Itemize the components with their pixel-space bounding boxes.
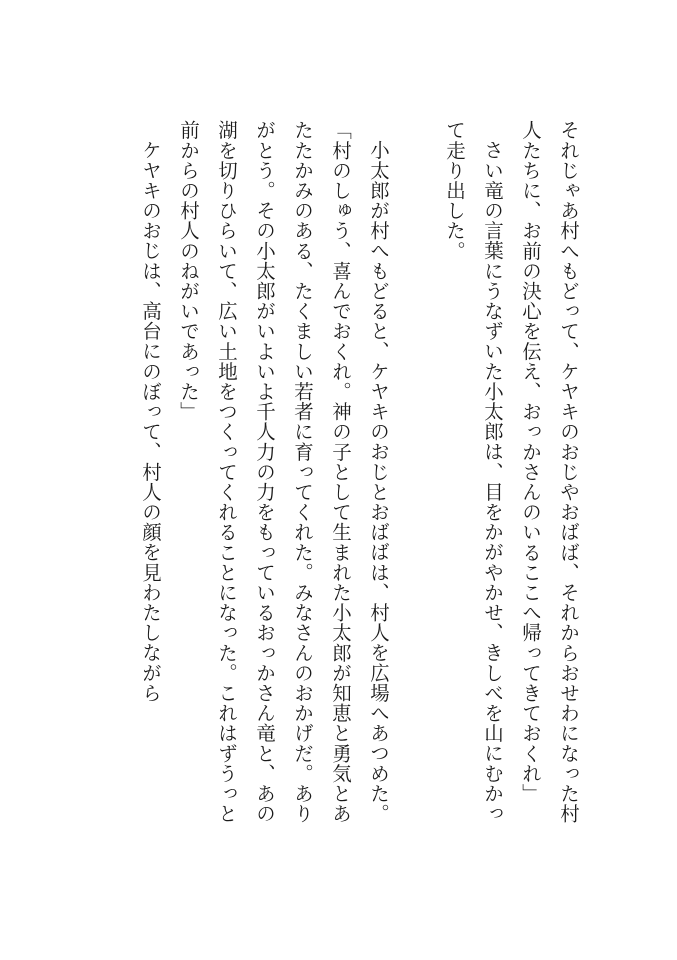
text-column-12: ケヤキのおじは、高台にのぼって、村人の顔を見わたしながら (139, 140, 162, 703)
text-column-7: 「村のしゅう、喜んでおくれ。神の子として生まれた小太郎が知恵と勇気とあ (329, 120, 352, 824)
text-column-9: がとう。その小太郎がいよいよ千人力の力をもっているおっかさん竜と、あの (253, 120, 276, 824)
text-column-6: 小太郎が村へもどると、ケヤキのおじとおばばは、村人を広場へあつめた。 (367, 140, 390, 824)
text-column-8: たたかみのある、たくましい若者に育ってくれた。みなさんのおかげだ。あり (291, 120, 314, 824)
text-column-11: 前からの村人のねがいであった」 (177, 120, 200, 422)
text-column-3: さい竜の言葉にうなずいた小太郎は、目をかがやかせ、きしべを山にむかっ (481, 140, 504, 824)
text-column-1: それじゃあ村へもどって、ケヤキのおじやおばば、それからおせわになった村 (557, 120, 580, 824)
text-column-2: 人たちに、お前の決心を伝え、おっかさんのいるここへ帰ってきておくれ」 (519, 120, 542, 804)
text-column-10: 湖を切りひらいて、広い土地をつくってくれることになった。これはずうっと (215, 120, 238, 824)
text-column-4: て走り出した。 (443, 120, 466, 261)
